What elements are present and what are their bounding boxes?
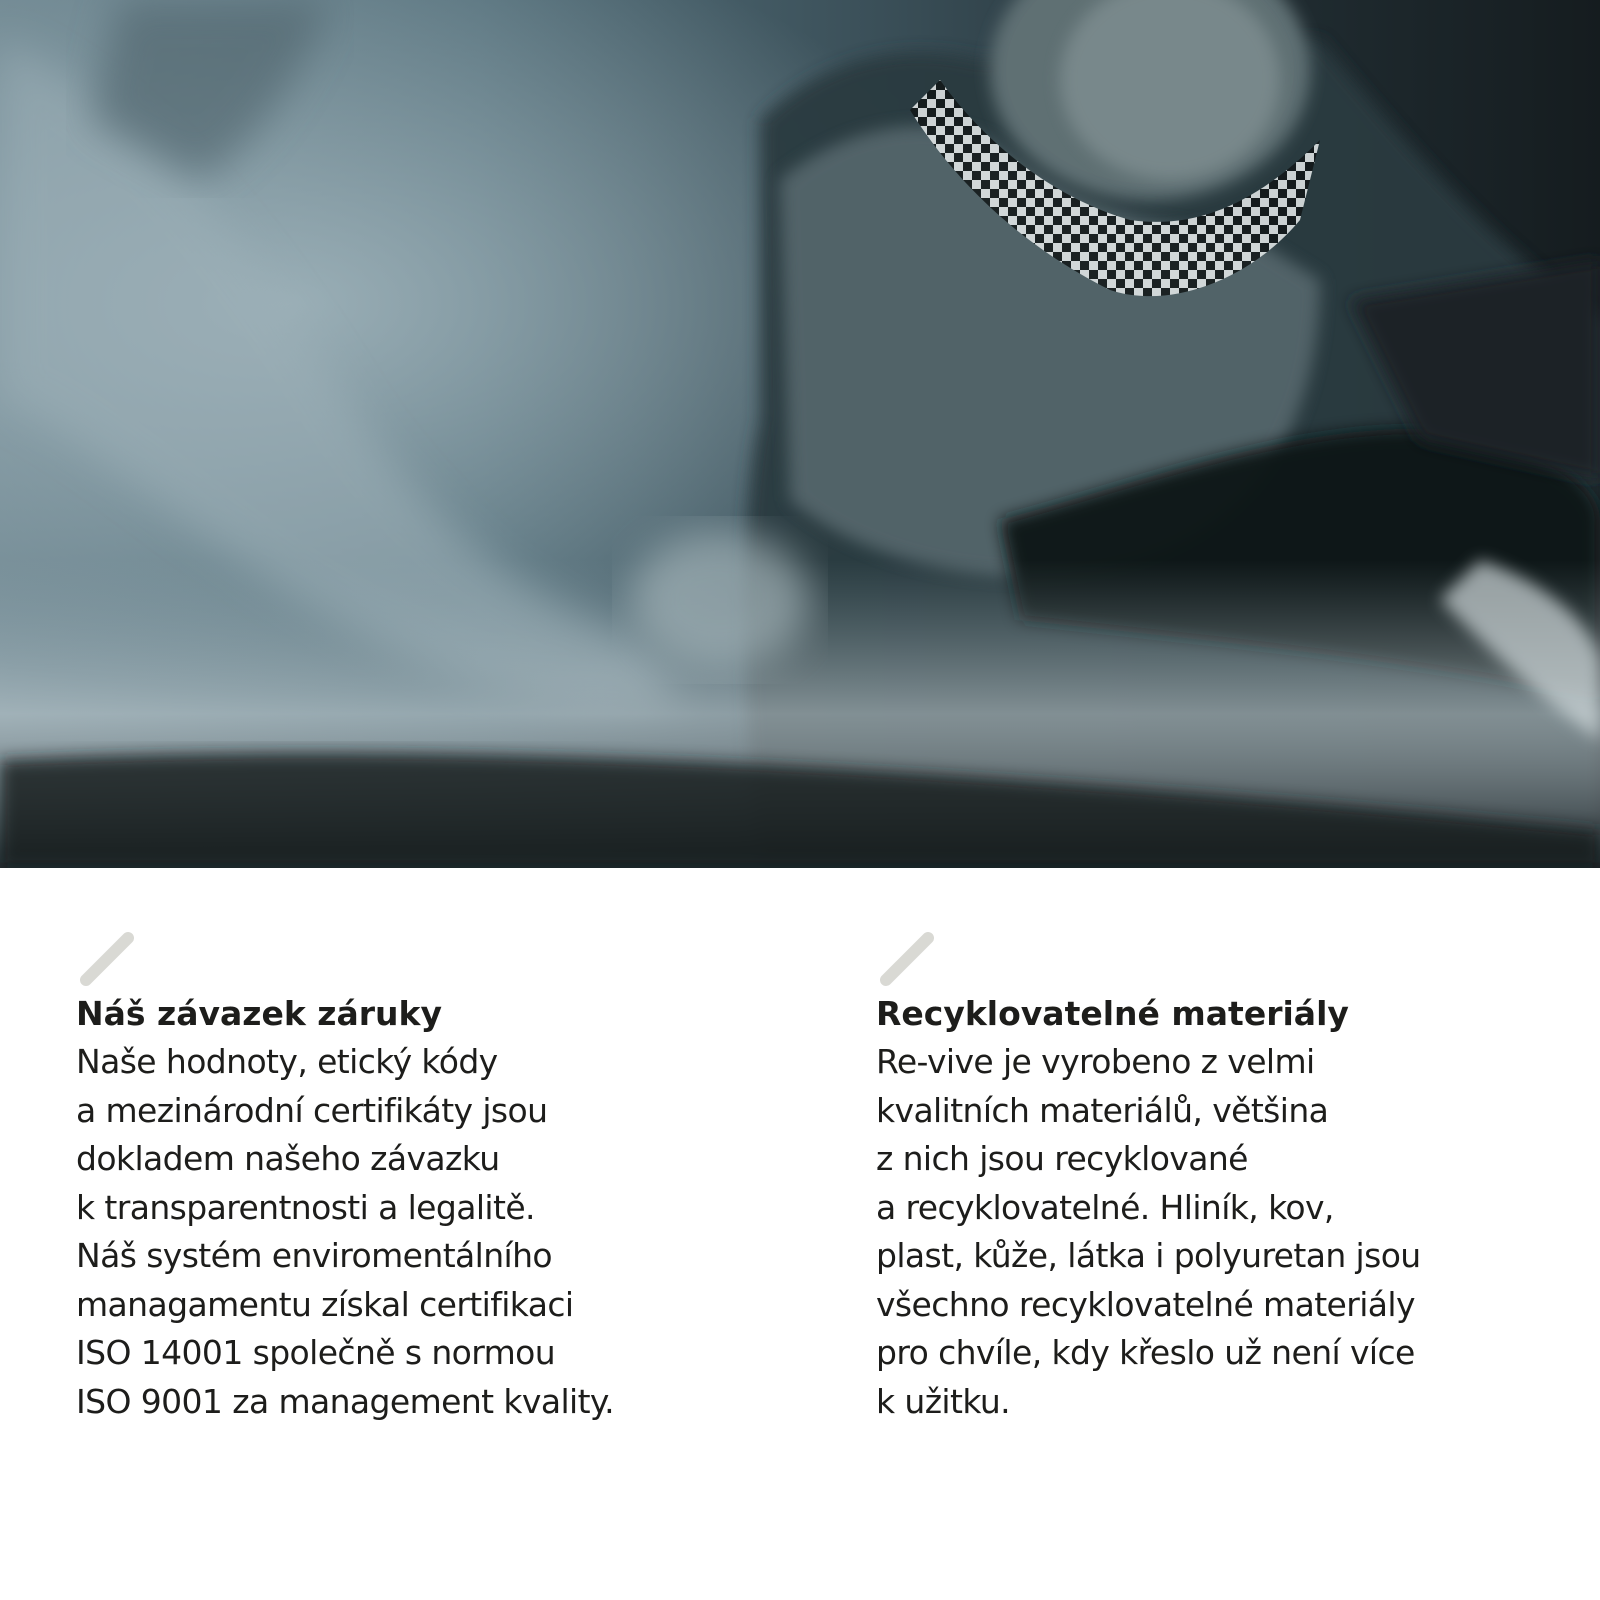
body-line: z nich jsou recyklované (876, 1139, 1248, 1178)
body-line: k užitku. (876, 1381, 1011, 1421)
body-line: managamentu získal certifikaci (76, 1284, 574, 1324)
recyclable-column (876, 930, 1516, 1426)
body-line: všechno recyklovatelné materiály (876, 1284, 1415, 1324)
body-line: a recyklovatelné. Hliník, kov, (876, 1187, 1334, 1227)
body-line: Re-vive je vyrobeno z velmi (876, 1042, 1315, 1081)
body-line: kvalitních materiálů, většina (876, 1090, 1329, 1130)
warranty-heading: Náš závazek záruky (76, 994, 442, 1033)
body-line: ISO 9001 za management kvality. (76, 1381, 615, 1421)
body-line: dokladem našeho závazku (76, 1139, 500, 1178)
warranty-column (76, 930, 716, 1426)
warranty-body (76, 1038, 716, 1426)
body-line: a mezinárodní certifikáty jsou (76, 1090, 548, 1130)
body-line: Náš systém enviromentálního (76, 1236, 553, 1275)
body-line: plast, kůže, látka i polyuretan jsou (876, 1236, 1421, 1275)
body-line: k transparentnosti a legalitě. (76, 1187, 535, 1227)
body-line: pro chvíle, kdy křeslo už není více (876, 1333, 1415, 1372)
slash-accent-icon (878, 930, 936, 988)
recyclable-body (876, 1038, 1516, 1426)
recyclable-heading: Recyklovatelné materiály (876, 994, 1349, 1033)
slash-accent-icon (78, 930, 136, 988)
body-line: ISO 14001 společně s normou (76, 1333, 556, 1372)
body-line: Naše hodnoty, etický kódy (76, 1042, 498, 1081)
